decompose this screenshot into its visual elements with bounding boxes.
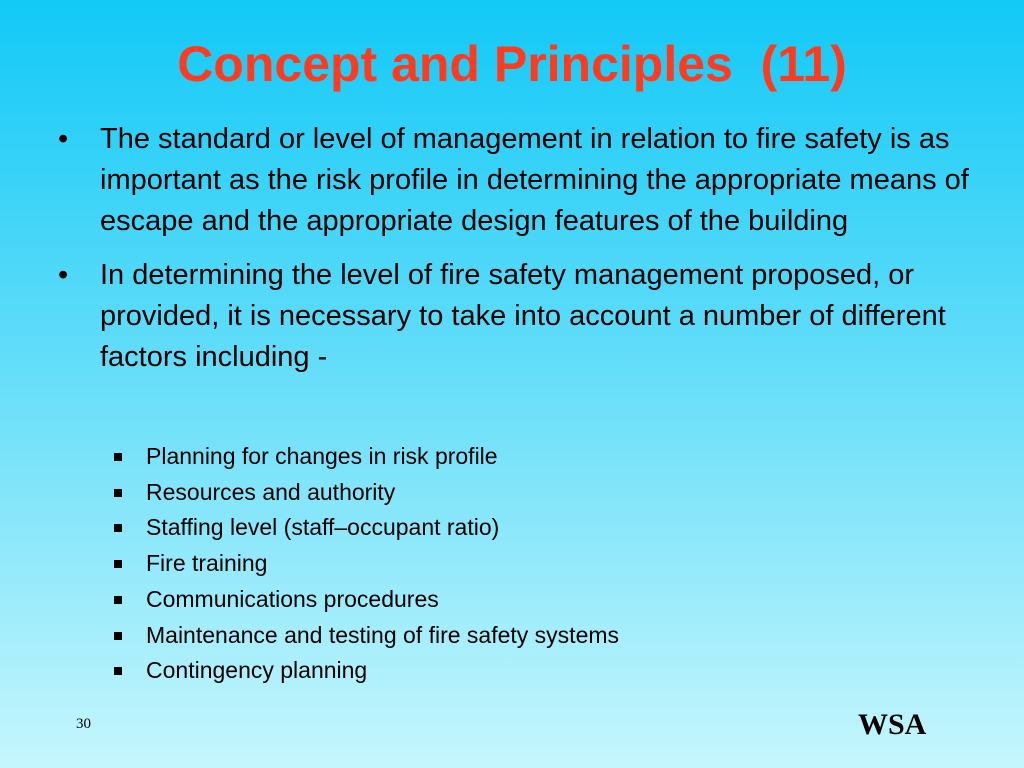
bullet-dot-icon: • xyxy=(58,259,69,291)
bullet-text: The standard or level of management in relation to fire safety is as important as the risk profile in determining the appropriate means of escape and the appropriate design features of the building xyxy=(100,123,969,237)
sub-bullet-text: Maintenance and testing of fire safety systems xyxy=(146,621,620,648)
bullet-dot-icon: • xyxy=(58,123,69,155)
sub-bullet-text: Staffing level (staff–occupant ratio) xyxy=(146,514,500,541)
square-bullet-icon xyxy=(114,524,122,532)
sub-bullet-item xyxy=(114,475,914,511)
square-bullet-icon xyxy=(114,489,122,497)
sub-bullet-text: Contingency planning xyxy=(146,657,368,684)
page-number: 30 xyxy=(76,716,91,732)
sub-bullet-item xyxy=(114,618,914,654)
sub-bullet-item xyxy=(114,653,914,689)
square-bullet-icon xyxy=(114,560,122,568)
square-bullet-icon xyxy=(114,453,122,461)
bullet-text: In determining the level of fire safety management proposed, or provided, it is necessary to take into account a number of different factors including - xyxy=(100,259,946,373)
bullet-item xyxy=(58,119,988,242)
bullet-item xyxy=(58,255,988,378)
sub-bullet-text: Fire training xyxy=(146,550,268,577)
sub-bullet-item xyxy=(114,582,914,618)
square-bullet-icon xyxy=(114,667,122,675)
sub-bullet-text: Planning for changes in risk profile xyxy=(146,443,498,469)
sub-bullet-text: Communications procedures xyxy=(146,585,439,612)
sub-bullet-list xyxy=(114,439,914,689)
sub-bullet-item xyxy=(114,510,914,546)
square-bullet-icon xyxy=(114,632,122,640)
bullet-list xyxy=(58,119,988,391)
sub-bullet-text: Resources and authority xyxy=(146,478,396,505)
sub-bullet-item xyxy=(114,546,914,582)
wsa-logo: WSA xyxy=(858,708,927,741)
square-bullet-icon xyxy=(114,596,122,604)
slide-title: Concept and Principles (11) xyxy=(177,36,847,92)
sub-bullet-item xyxy=(114,439,914,475)
